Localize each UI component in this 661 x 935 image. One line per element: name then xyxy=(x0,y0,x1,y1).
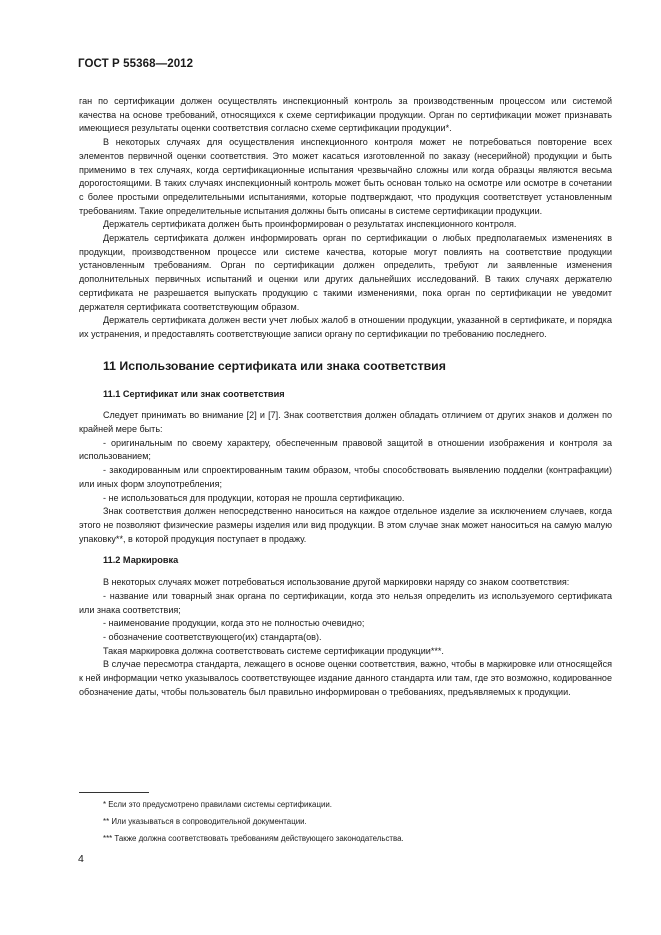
paragraph: Держатель сертификата должен вести учет любых жалоб в отношении продукции, указанной в сертификате, и порядка их устранения, и предоставлять соответствующие записи органу по сертификации по требованию последнего. xyxy=(79,315,612,339)
subsection-11-1-heading: 11.1 Сертификат или знак соответствия xyxy=(103,388,285,399)
section-11-heading: 11 Использование сертификата или знака соответствия xyxy=(103,358,446,373)
list-item: - закодированным или спроектированным таким образом, чтобы способствовать выявлению подделки (контрафакции) или иных форм злоупотребления; xyxy=(79,465,612,489)
paragraph: Знак соответствия должен непосредственно наноситься на каждое отдельное изделие за исключением случаев, когда этого не позволяют физические размеры изделия или вид продукции. В этом случае знак может наноситься на самую малую упаковку**, в которой продукция поступает в продажу. xyxy=(79,506,612,544)
paragraph: В некоторых случаях для осуществления инспекционного контроля может не потребоваться повторение всех элементов первичной оценки соответствия. Это может касаться изготовленной по заказу (несерийной) продукции и быть применимо в тех случаях, когда сертификационные испытания чрезвычайно сложны или когда образцы являются весьма дорогостоящими. В таких случаях инспекционный контроль может быть основан только на осмотре или осмотре в сочетании с более простыми определительными испытаниями, которые подтверждают, что продукция соответствует установленным требованиям. Такие определительные испытания должны быть описаны в системе сертификации продукции. xyxy=(79,137,612,216)
page-body xyxy=(79,95,612,699)
footnote: * Если это предусмотрено правилами системы сертификации. xyxy=(103,800,332,809)
list-item: - обозначение соответствующего(их) стандарта(ов). xyxy=(103,631,322,642)
paragraph: В некоторых случаях может потребоваться использование другой маркировки наряду со знаком соответствия: xyxy=(103,577,570,588)
paragraph: Держатель сертификата должен информировать орган по сертификации о любых предполагаемых изменениях в продукции, производственном процессе или системе качества, которые могут повлиять на соответствие продукции установленным требованиям. Орган по сертификации должен определить, требуют ли заявленные изменения дополнительных первичных испытаний и оценки или других дальнейших исследований. В таких случаях держателю сертификата не разрешается выпускать продукцию с такими изменениями, пока орган по сертификации не уведомит держателя сертификата соответствующим образом. xyxy=(79,233,612,312)
page-number: 4 xyxy=(78,853,84,865)
list-item: - оригинальным по своему характеру, обеспеченным правовой защитой в отношении изображения и контроля за использованием; xyxy=(79,437,612,462)
footnote: ** Или указываться в сопроводительной документации. xyxy=(103,816,307,826)
standard-header: ГОСТ Р 55368—2012 xyxy=(78,58,194,70)
paragraph: ган по сертификации должен осуществлять инспекционный контроль за производственным процессом или системой качества на основе требований, относящихся к схеме сертификации продукции. Орган по сертификации может признавать имеющиеся результаты оценки соответствия согласно схеме сертификации продукции*. xyxy=(79,96,612,134)
footnotes xyxy=(79,792,612,849)
paragraph: Следует принимать во внимание [2] и [7]. Знак соответствия должен обладать отличием от других знаков и должен по крайней мере быть: xyxy=(79,410,612,435)
subsection-11-2-heading: 11.2 Маркировка xyxy=(103,555,179,566)
list-item: - наименование продукции, когда это не полностью очевидно; xyxy=(103,618,365,629)
footnote: *** Также должна соответствовать требованиям действующего законодательства. xyxy=(103,833,404,843)
paragraph: Такая маркировка должна соответствовать системе сертификации продукции***. xyxy=(103,645,444,656)
list-item: - не использоваться для продукции, которая не прошла сертификацию. xyxy=(103,492,405,503)
paragraph: В случае пересмотра стандарта, лежащего в основе оценки соответствия, важно, чтобы в маркировке или относящейся к ней информации четко указывалось соответствующее издание данного стандарта или там, где это возможно, кодированное обозначение даты, чтобы пользователь был правильно информирован о требованиях, предъявляемых к продукции. xyxy=(79,659,612,697)
list-item: - название или товарный знак органа по сертификации, когда это нельзя определить из используемого сертификата или знака соответствия; xyxy=(79,590,612,615)
footnote-divider xyxy=(79,792,149,793)
paragraph: Держатель сертификата должен быть проинформирован о результатах инспекционного контроля. xyxy=(103,219,517,230)
